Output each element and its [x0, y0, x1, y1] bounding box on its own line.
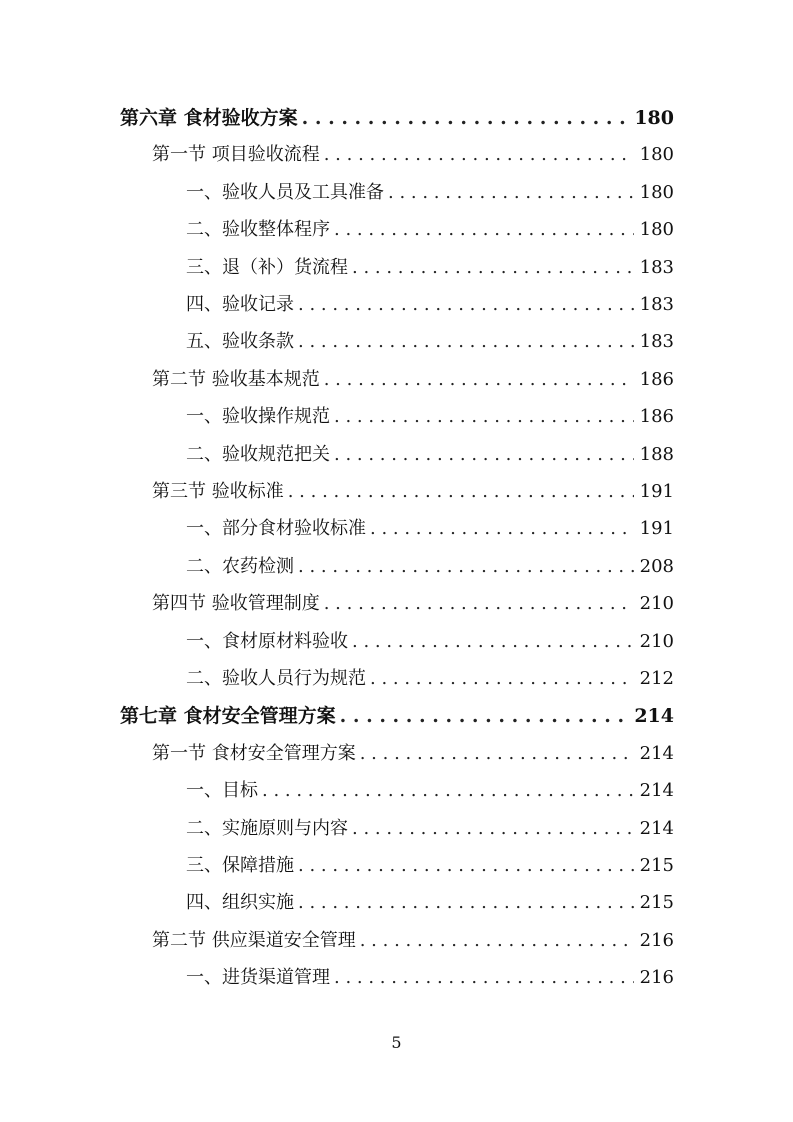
toc-entry-page: 180 [634, 106, 674, 129]
toc-subsection-entry[interactable] [186, 885, 674, 921]
toc-subsection-entry[interactable] [186, 250, 674, 286]
toc-entry-page: 183 [639, 256, 674, 278]
toc-entry-title: 第四节 验收管理制度 [152, 593, 320, 615]
toc-subsection-entry[interactable] [186, 287, 674, 323]
toc-dot-leader [298, 894, 634, 912]
toc-dot-leader [302, 109, 629, 128]
toc-dot-leader [334, 221, 634, 239]
toc-dot-leader [370, 670, 634, 688]
toc-entry-title: 第二节 供应渠道安全管理 [152, 929, 356, 951]
toc-dot-leader [352, 259, 634, 277]
toc-entry-title: 三、退（补）货流程 [186, 256, 348, 278]
toc-dot-leader [298, 857, 634, 875]
toc-subsection-entry[interactable] [186, 437, 674, 473]
toc-section-entry[interactable] [152, 923, 674, 959]
toc-entry-title: 第二节 验收基本规范 [152, 368, 320, 390]
toc-dot-leader [340, 707, 629, 726]
toc-section-entry[interactable] [152, 474, 674, 510]
toc-section-entry[interactable] [152, 586, 674, 622]
toc-entry-page: 214 [639, 817, 674, 839]
toc-entry-title: 一、目标 [186, 780, 258, 802]
toc-entry-page: 191 [639, 518, 674, 540]
toc-entry-title: 一、进货渠道管理 [186, 967, 330, 989]
toc-entry-title: 四、验收记录 [186, 294, 294, 315]
toc-entry-page: 215 [639, 855, 674, 876]
toc-dot-leader [352, 820, 634, 838]
toc-chapter-entry[interactable] [120, 698, 674, 734]
page-number: 5 [391, 1033, 402, 1052]
toc-entry-title: 一、部分食材验收标准 [186, 518, 366, 540]
toc-entry-title: 第一节 项目验收流程 [152, 144, 320, 166]
toc-subsection-entry[interactable] [186, 773, 674, 809]
toc-entry-page: 214 [634, 704, 674, 727]
toc-entry-page: 210 [639, 593, 674, 615]
toc-dot-leader [298, 296, 634, 314]
toc-subsection-entry[interactable] [186, 624, 674, 660]
toc-dot-leader [370, 520, 634, 538]
toc-dot-leader [334, 446, 634, 464]
toc-entry-title: 五、验收条款 [186, 331, 294, 353]
toc-entry-page: 212 [639, 668, 674, 689]
toc-subsection-entry[interactable] [186, 661, 674, 697]
toc-dot-leader [324, 371, 634, 389]
toc-entry-title: 第一节 食材安全管理方案 [152, 742, 356, 764]
toc-entry-title: 第七章 食材安全管理方案 [120, 704, 336, 727]
toc-dot-leader [288, 483, 634, 501]
toc-section-entry[interactable] [152, 362, 674, 398]
toc-subsection-entry[interactable] [186, 324, 674, 360]
toc-subsection-entry[interactable] [186, 511, 674, 547]
toc-entry-page: 210 [639, 630, 674, 652]
toc-entry-page: 183 [639, 294, 674, 315]
toc-entry-page: 208 [639, 555, 674, 577]
toc-dot-leader [352, 633, 634, 651]
toc-subsection-entry[interactable] [186, 960, 674, 996]
toc-entry-page: 186 [639, 368, 674, 390]
toc-section-entry[interactable] [152, 137, 674, 173]
toc-entry-page: 214 [639, 742, 674, 764]
toc-dot-leader [262, 782, 634, 800]
toc-dot-leader [334, 969, 634, 987]
toc-subsection-entry[interactable] [186, 399, 674, 435]
toc-entry-title: 第三节 验收标准 [152, 481, 284, 502]
toc-entry-page: 188 [639, 443, 674, 465]
toc-chapter-entry[interactable] [120, 100, 674, 136]
toc-entry-page: 215 [639, 892, 674, 914]
toc-entry-page: 183 [639, 331, 674, 353]
toc-entry-title: 二、农药检测 [186, 555, 294, 577]
toc-entry-page: 180 [639, 144, 674, 166]
toc-dot-leader [298, 558, 634, 576]
toc-dot-leader [360, 745, 634, 763]
toc-entry-title: 三、保障措施 [186, 855, 294, 876]
toc-entry-title: 一、验收操作规范 [186, 406, 330, 428]
toc-entry-page: 180 [639, 181, 674, 203]
toc-dot-leader [388, 184, 634, 202]
toc-dot-leader [324, 146, 634, 164]
toc-entry-title: 一、食材原材料验收 [186, 630, 348, 652]
toc-entry-page: 186 [639, 406, 674, 428]
toc-subsection-entry[interactable] [186, 175, 674, 211]
toc-entry-page: 216 [639, 929, 674, 951]
toc-entry-title: 二、验收规范把关 [186, 443, 330, 465]
toc-entry-title: 一、验收人员及工具准备 [186, 181, 384, 203]
toc-entry-page: 191 [639, 481, 674, 502]
toc-entry-page: 214 [639, 780, 674, 802]
toc-entry-title: 二、验收人员行为规范 [186, 668, 366, 689]
toc-entry-title: 四、组织实施 [186, 892, 294, 914]
toc-entry-title: 二、验收整体程序 [186, 219, 330, 241]
toc-subsection-entry[interactable] [186, 811, 674, 847]
toc-subsection-entry[interactable] [186, 549, 674, 585]
toc-dot-leader [324, 595, 634, 613]
toc-entry-page: 216 [639, 967, 674, 989]
toc-section-entry[interactable] [152, 736, 674, 772]
toc-dot-leader [334, 408, 634, 426]
toc-dot-leader [298, 333, 634, 351]
toc-entry-title: 第六章 食材验收方案 [120, 106, 298, 129]
toc-entry-title: 二、实施原则与内容 [186, 817, 348, 839]
toc-subsection-entry[interactable] [186, 848, 674, 884]
toc-dot-leader [360, 932, 634, 950]
toc-entry-page: 180 [639, 219, 674, 241]
toc-subsection-entry[interactable] [186, 212, 674, 248]
